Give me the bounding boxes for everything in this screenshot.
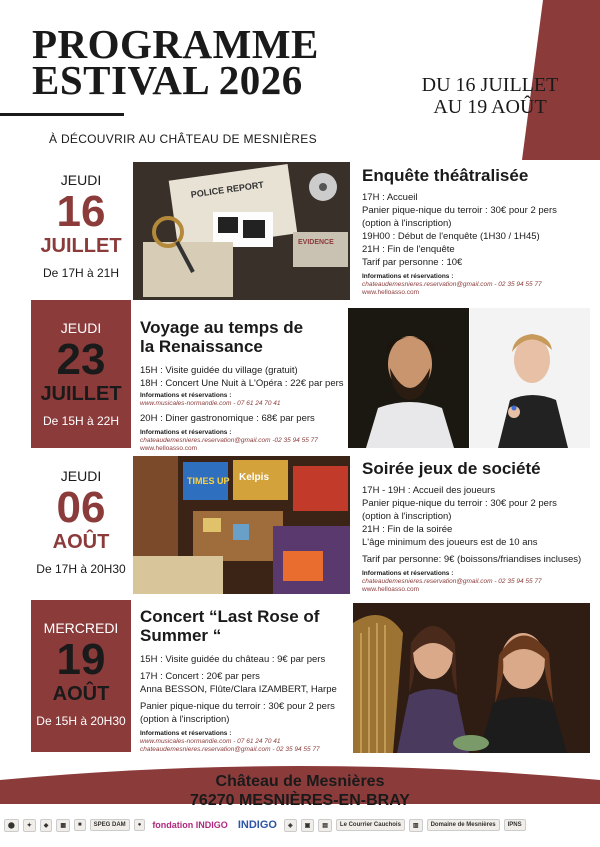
event-4-title-line-2: Summer “ — [140, 626, 222, 645]
event-1-day: JEUDI — [60, 172, 102, 188]
event-4-email-link[interactable]: chateaudemesnieres.reservation@gmail.com - 02 35 94 55 77 — [140, 746, 320, 753]
title-line-1: PROGRAMME — [32, 21, 319, 67]
event-4-details — [140, 607, 355, 754]
indigo-logo: INDIGO — [237, 819, 277, 831]
event-2-day: JEUDI — [60, 320, 102, 336]
sponsor-logo: SPEG DAM — [90, 819, 130, 831]
sponsor-logo: ✦ — [23, 819, 36, 832]
event-4-photo — [353, 603, 590, 753]
event-1-details — [362, 166, 597, 297]
event-3-line: Panier pique-nique du terroir : 30€ pour 2 pers — [362, 498, 557, 509]
sponsor-logo: ■ — [74, 819, 86, 831]
sponsor-logo: ▦ — [56, 819, 70, 832]
event-3-number: 06 — [56, 483, 106, 532]
times-up-text: TIMES UP — [187, 476, 230, 486]
event-3-info-label: Informations et réservations : — [362, 570, 454, 577]
event-1-time: De 17H à 21H — [42, 266, 120, 280]
police-report-text: POLICE REPORT — [190, 179, 265, 200]
date-range-line-1: DU 16 JUILLET — [421, 74, 559, 96]
event-3-line: L'âge minimum des joueurs est de 10 ans — [362, 537, 538, 548]
event-4-month: AOÛT — [52, 683, 110, 705]
event-2-email-link[interactable]: chateaudemesnieres.reservation@gmail.com -02 35 94 55 77 — [140, 437, 318, 444]
event-2-title-line-1: Voyage au temps de — [140, 318, 304, 337]
date-range-line-2: AU 19 AOÛT — [433, 96, 547, 118]
event-3-line: Tarif par personne: 9€ (boissons/friandises incluses) — [362, 554, 582, 565]
event-2-details — [140, 318, 350, 453]
event-1-month: JUILLET — [40, 235, 122, 257]
event-3-date — [31, 468, 131, 576]
event-1-line: 17H : Accueil — [362, 192, 418, 203]
event-4-option-line: (option à l'inscription) — [140, 714, 230, 725]
event-1-line: Tarif par personne : 10€ — [362, 257, 463, 268]
event-1-number: 16 — [56, 187, 106, 236]
event-1-photo — [133, 162, 350, 300]
event-2-line: 18H : Concert Une Nuit à L'Opéra : 22€ par pers — [140, 378, 344, 389]
event-3-time: De 17H à 20H30 — [36, 562, 126, 576]
event-1-line: 21H : Fin de l'enquête — [362, 244, 455, 255]
fondation-indigo-logo: fondation INDIGO — [152, 820, 228, 830]
event-1-email-link[interactable]: chateaudemesnieres.reservation@gmail.com - 02 35 94 55 77 — [362, 281, 542, 288]
event-1-title: Enquête théâtralisée — [362, 166, 529, 185]
event-2-info2-label: Informations et réservations : — [140, 429, 232, 436]
event-4-musicales-link[interactable]: www.musicales-normandie.com - 07 61 24 70 41 — [140, 738, 281, 745]
ipns-label: IPNS — [504, 819, 526, 831]
event-2-month: JUILLET — [40, 383, 122, 405]
event-2-title — [140, 318, 350, 356]
sponsor-logo: ▤ — [318, 819, 332, 832]
event-4-title-line-1: Concert “Last Rose of — [140, 607, 320, 626]
event-4-number: 19 — [56, 635, 106, 684]
evidence-text: EVIDENCE — [298, 239, 334, 246]
page-title — [32, 21, 319, 103]
event-1-date — [31, 172, 131, 280]
domaine-mesnieres-logo: Domaine de Mesnières — [427, 819, 500, 831]
event-1-line: Panier pique-nique du terroir : 30€ pour 2 pers — [362, 205, 557, 216]
courrier-cauchois-logo: Le Courrier Cauchois — [336, 819, 405, 831]
sponsor-logo: ⬤ — [4, 819, 19, 832]
event-4-picnic-line: Panier pique-nique du terroir : 30€ pour 2 pers — [140, 701, 335, 712]
sponsor-logo: ▥ — [409, 819, 423, 832]
venue-city: 76270 MESNIÈRES-EN-BRAY — [190, 792, 410, 809]
event-2-photo-singer — [348, 308, 469, 448]
event-2-number: 23 — [56, 335, 106, 384]
event-3-email-link[interactable]: chateaudemesnieres.reservation@gmail.com - 02 35 94 55 77 — [362, 578, 542, 585]
kelpis-text: Kelpis — [239, 472, 270, 483]
sponsor-logos — [4, 810, 596, 840]
event-2-title-line-2: la Renaissance — [140, 337, 263, 356]
event-4-line: 17H : Concert : 20€ par pers — [140, 671, 260, 682]
event-4-day: MERCREDI — [43, 620, 119, 636]
event-4-date — [31, 620, 131, 728]
sponsor-logo: ● — [134, 819, 146, 831]
event-2-time: De 15H à 22H — [42, 414, 120, 428]
intro-text: À DÉCOUVRIR AU CHÂTEAU DE MESNIÈRES — [49, 132, 317, 146]
event-3-photo — [133, 456, 350, 594]
event-3-line: 21H : Fin de la soirée — [362, 524, 453, 535]
event-2-website-link[interactable]: www.helloasso.com — [140, 445, 198, 452]
event-3-month: AOÛT — [52, 531, 110, 553]
event-2-musicales-link[interactable]: www.musicales-normandie.com - 07 61 24 70 41 — [140, 400, 281, 407]
title-divider — [0, 113, 124, 116]
event-2-date — [31, 320, 131, 428]
event-3-website-link[interactable]: www.helloasso.com — [362, 586, 420, 593]
event-4-line: 15H : Visite guidée du château : 9€ par pers — [140, 654, 326, 665]
event-4-info-label: Informations et réservations : — [140, 730, 232, 737]
event-1-info-label: Informations et réservations : — [362, 273, 454, 280]
event-2-info1-label: Informations et réservations : — [140, 392, 232, 399]
event-3-day: JEUDI — [60, 468, 102, 484]
title-line-2: ESTIVAL 2026 — [32, 57, 303, 103]
sponsor-logo: ▣ — [301, 819, 315, 832]
venue-name: Château de Mesnières — [215, 773, 385, 790]
event-2-photo-soprano — [470, 308, 590, 448]
event-4-time: De 15H à 20H30 — [36, 714, 126, 728]
event-4-line: Anna BESSON, Flûte/Clara IZAMBERT, Harpe — [140, 684, 337, 695]
event-3-title: Soirée jeux de société — [362, 459, 541, 478]
event-1-website-link[interactable]: www.helloasso.com — [362, 289, 420, 296]
event-3-details — [362, 459, 597, 594]
event-2-line: 15H : Visite guidée du village (gratuit) — [140, 365, 298, 376]
event-3-line: 17H - 19H : Accueil des joueurs — [362, 485, 496, 496]
sponsor-logo: ◆ — [40, 819, 53, 832]
event-1-line: 19H00 : Début de l'enquête (1H30 / 1H45) — [362, 231, 540, 242]
event-2-dinner-line: 20H : Diner gastronomique : 68€ par pers — [140, 413, 315, 424]
sponsor-logo: ◈ — [284, 819, 297, 832]
event-4-title — [140, 607, 355, 645]
event-3-line: (option à l'inscription) — [362, 511, 452, 522]
date-range — [400, 74, 580, 118]
venue-address — [0, 772, 600, 810]
event-1-line: (option à l'inscription) — [362, 218, 452, 229]
